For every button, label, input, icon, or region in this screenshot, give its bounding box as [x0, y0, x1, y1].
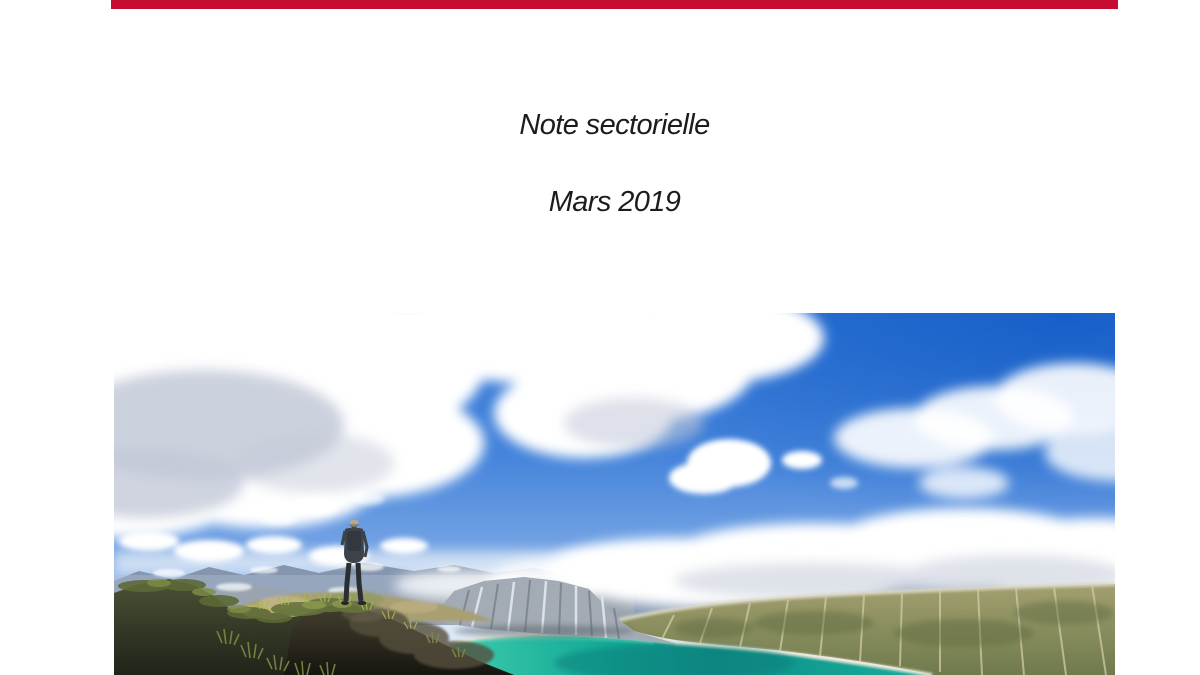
- top-accent-bar: [111, 0, 1118, 9]
- document-title: Note sectorielle: [519, 109, 710, 141]
- document-date: Mars 2019: [548, 186, 681, 218]
- cover-photo: [114, 313, 1115, 675]
